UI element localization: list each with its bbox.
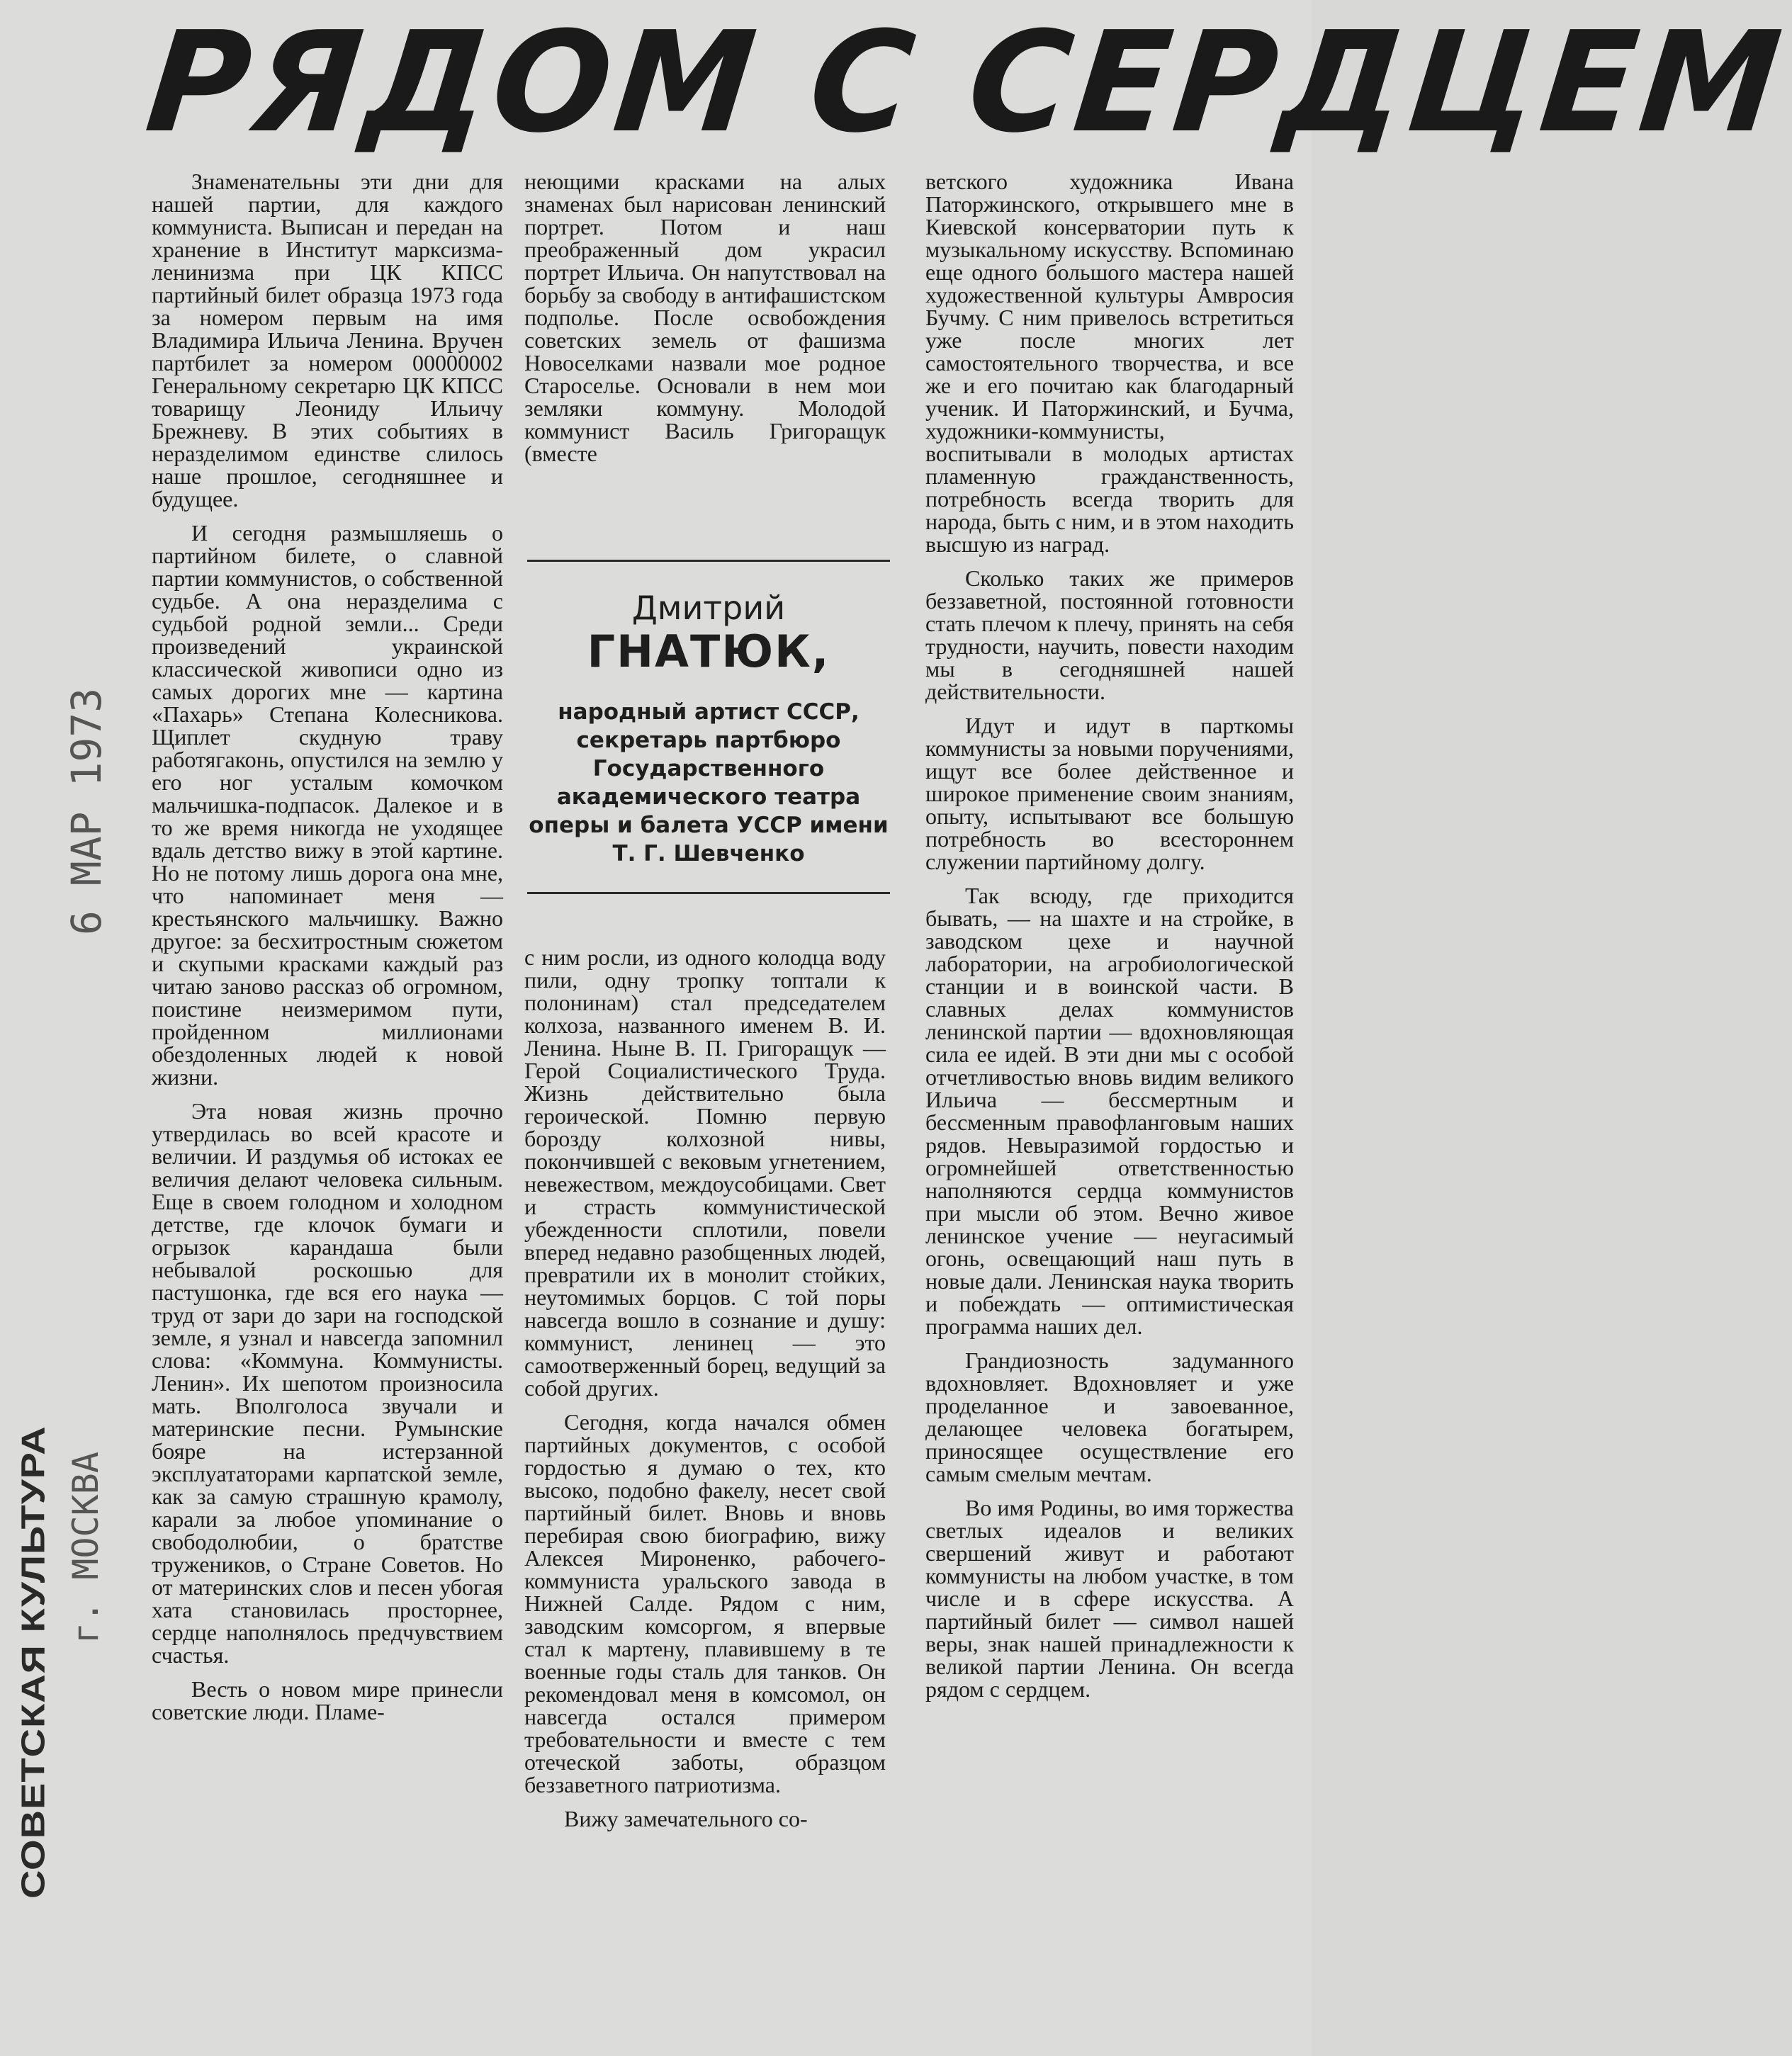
paragraph: с ним росли, из одного колодца воду пили, одну тропку топтали к полонинам) стал председателем колхоза, названного именем В. И. Ленина. Ныне В. П. Григоращук — Герой Социалистического Труда. Жизнь действительно была героической. Помню первую борозду колхозной нивы, покончившей с вековым угнетением, невежеством, междоусобицами. Свет и страсть коммунистической убежденности сплотили, повели вперед недавно разобщенных людей, превратили их в монолит стойких, неутомимых борцов. С той поры навсегда вошло в сознание и душу: коммунист, ленинец — это самоотверженный борец, ведущий за собой других.	[524, 944, 886, 1401]
library-stamp	[0, 623, 128, 1899]
article-column-2-bottom	[524, 946, 886, 2047]
author-description: народный артист СССР, секретарь партбюро Государственного академического театра оперы и балета УССР имени Т. Г. Шевченко	[529, 699, 889, 866]
article-column-2-top	[524, 170, 886, 538]
author-last-name: ГНАТЮК,	[587, 626, 830, 677]
paragraph: Вижу замечательного со-	[564, 1806, 808, 1831]
paragraph: Эта новая жизнь прочно утвердилась во всей красоте и величии. И раздумья об истоках ее величия делают человека сильным. Еще в своем голодном и холодном детстве, где клочок бумаги и огрызок карандаша были небывалой роскошью для пастушонка, где вся его наука — труд от зари до зари на господской земле, я узнал и навсегда запомнил слова: «Коммуна. Коммунисты. Ленин». Их шепотом произносила мать. Вполголоса звучали и материнские песни. Румынские бояре на истерзанной эксплуататорами карпатской земле, как за самую страшную крамолу, карали за любое упоминание о свободолюбии, о братстве тружеников, о Стране Советов. Но от материнских слов и песен убогая хата становилась просторнее, сердце наполнялось предчувствием счастья.	[152, 1098, 503, 1668]
headline: РЯДОМ С СЕРДЦЕМ	[139, 2, 1792, 164]
paragraph: Во имя Родины, во имя торжества светлых идеалов и великих свершений живут и работают коммунисты на любом участке, в том числе и в сфере искусства. А партийный билет — символ нашей веры, знак нашей принадлежности к великой партии Ленина. Он всегда рядом с сердцем.	[925, 1495, 1294, 1702]
stamp-city: г. МОСКВА	[65, 1452, 106, 1644]
paragraph: неющими красками на алых знаменах был нарисован ленинский портрет. Потом и наш преображенный дом украсил портрет Ильича. Он напутствовал на борьбу за свободу в антифашистском подполье. После освобождения советских земель от фашизма Новоселками назвали мое родное Староселье. Основали в нем мои земляки коммуну. Молодой коммунист Василь Григоращук (вместе	[524, 169, 886, 466]
article-column-1	[152, 170, 503, 2040]
stamp-date: 6 МАР 1973	[62, 687, 111, 935]
author-byline	[524, 560, 893, 907]
paragraph: Так всюду, где приходится бывать, — на шахте и на стройке, в заводском цехе и научной лаборатории, на агробиологической станции и в воинской части. В славных делах коммунистов ленинской партии — вдохновляющая сила ее идей. В эти дни мы с особой отчетливостью вновь видим великого Ильича — бессмертным и бессменным правофланговым наших рядов. Невыразимой гордостью и огромнейшей ответственностью наполняются сердца коммунистов при мысли об этом. Вечно живое ленинское учение — неугасимый огонь, освещающий наш путь в новые дали. Ленинская наука творить и побеждать — оптимистическая программа наших дел.	[925, 883, 1294, 1339]
paragraph: И сегодня размышляешь о партийном билете, о славной партии коммунистов, о собственной судьбе. А она неразделима с судьбой родной земли... Среди произведений украинской классической живописи одно из самых дорогих мне — картина «Пахарь» Степана Колесникова. Щиплет скудную траву работягаконь, опустился на землю у его ног усталым комочком мальчишка-подпасок. Далекое и в то же время никогда не уходящее вдаль детство вижу в этой картине. Но не потому лишь дорога она мне, что напоминает меня — крестьянского мальчишку. Важно другое: за бесхитростным сюжетом и скупыми красками каждый раз читаю заново рассказ об огромном, поистине неизмеримом пути, пройденном миллионами обездоленных людей к новой жизни.	[152, 520, 503, 1090]
article-column-3	[925, 170, 1294, 2040]
paragraph: ветского художника Ивана Паторжинского, открывшего мне в Киевской консерватории путь к музыкальному искусству. Вспоминаю еще одного большого мастера нашей художественной культуры Амвросия Бучму. С ним привелось встретиться уже после многих лет самостоятельного творчества, и все же и его почитаю как благодарный ученик. И Паторжинский, и Бучма, художники-коммунисты, воспитывали в молодых артистах пламенную гражданственность, потребность всегда творить для народа, быть с ним, и в этом находить высшую из наград.	[925, 169, 1294, 557]
paragraph: Весть о новом мире принесли советские люди. Пламе-	[152, 1676, 503, 1724]
divider	[527, 560, 890, 562]
paragraph: Сегодня, когда начался обмен партийных документов, с особой гордостью я думаю о тех, кто высоко, подобно факелу, несет свой партийный билет. Вновь и вновь перебирая свою биографию, вижу Алексея Мироненко, рабочего-коммуниста уральского завода в Нижней Салде. Рядом с ним, заводским комсоргом, я впервые стал к мартену, плавившему в те военные годы сталь для танков. Он рекомендовал меня в комсомол, он навсегда остался примером требовательности и вместе с тем отеческой заботы, образцом беззаветного патриотизма.	[524, 1409, 886, 1797]
stamp-newspaper-name: СОВЕТСКАЯ КУЛЬТУРА	[14, 1425, 52, 1899]
author-first-name: Дмитрий	[631, 589, 786, 627]
paragraph: Грандиозность задуманного вдохновляет. Вдохновляет и уже проделанное и завоеванное, делающее человека богатырем, приносящее осуществление его самым смелым мечтам.	[925, 1348, 1294, 1486]
paragraph: Идут и идут в парткомы коммунисты за новыми поручениями, ищут все более действенное и широкое применение своим знаниям, опыту, испытывают все большую потребность во всестороннем служении партийному долгу.	[925, 713, 1294, 874]
paragraph: Сколько таких же примеров беззаветной, постоянной готовности стать плечом к плечу, принять на себя трудности, научить, повести находим мы в сегодняшней нашей действительности.	[925, 565, 1294, 704]
paragraph: Знаменательны эти дни для нашей партии, для каждого коммуниста. Выписан и передан на хранение в Институт марксизма-ленинизма при ЦК КПСС партийный билет образца 1973 года за номером первым на имя Владимира Ильича Ленина. Вручен партбилет за номером 00000002 Генеральному секретарю ЦК КПСС товарищу Леониду Ильичу Брежневу. В этих событиях в неразделимом единстве слилось наше прошлое, сегодняшнее и будущее.	[152, 169, 503, 512]
divider	[527, 892, 890, 894]
